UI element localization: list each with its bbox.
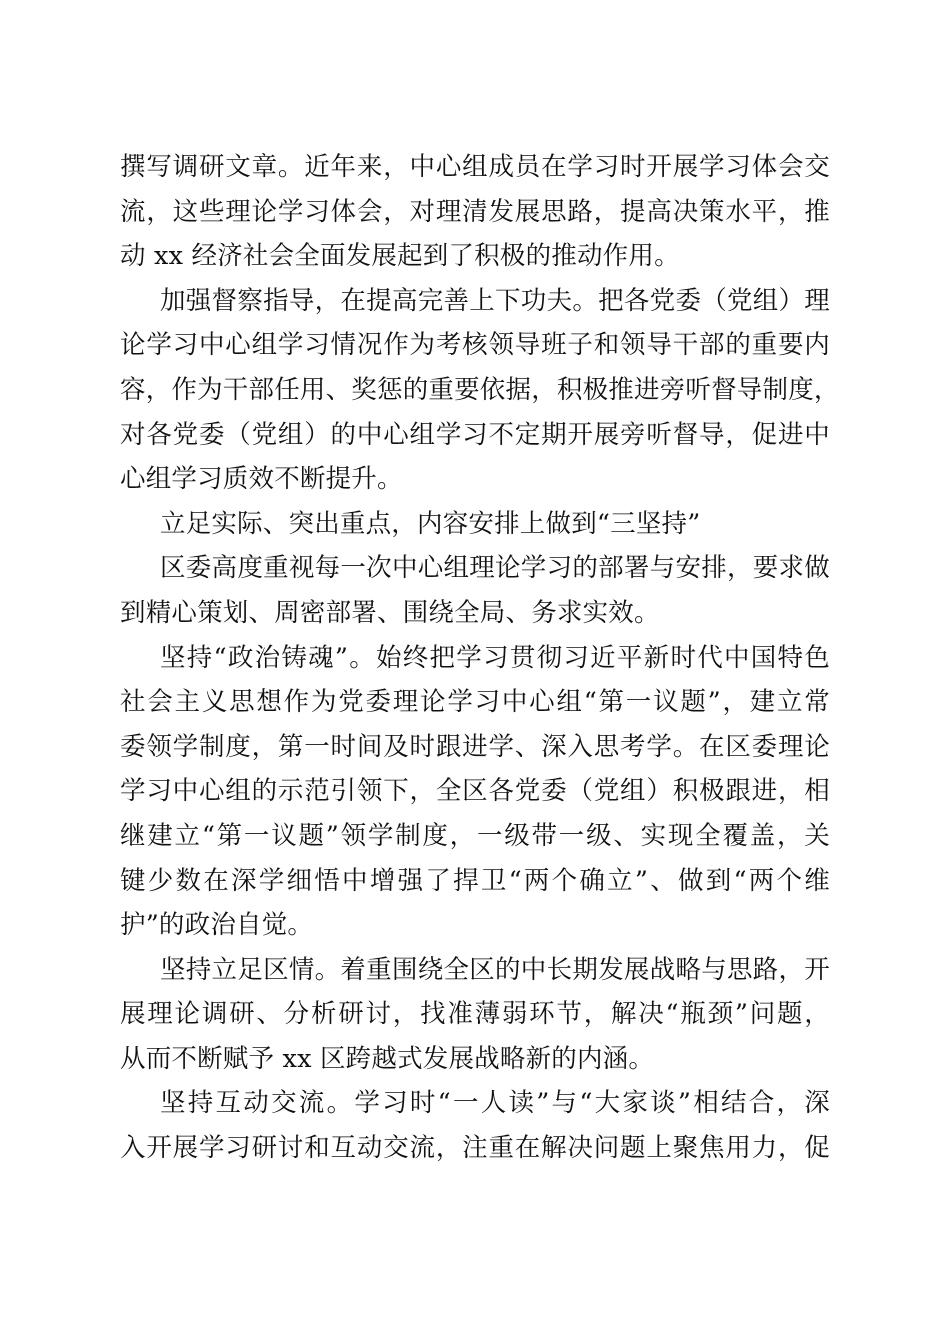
section-heading: 立足实际、突出重点，内容安排上做到“三坚持”	[160, 508, 701, 539]
text-line: 委领学制度，第一时间及时跟进学、深入思考学。在区委理论	[120, 731, 830, 762]
text-line: 坚持“政治铸魂”。始终把学习贯彻习近平新时代中国特色	[160, 642, 830, 673]
text-line: 展理论调研、分析研讨，找准薄弱环节，解决“瓶颈”问题，	[120, 999, 830, 1030]
text-line: 撰写调研文章。近年来，中心组成员在学习时开展学习体会交	[120, 152, 830, 182]
text-line: 到精心策划、周密部署、围绕全局、务求实效。	[120, 597, 660, 628]
text-line: 学习中心组的示范引领下，全区各党委（党组）积极跟进，相	[120, 776, 830, 807]
text-line: 对各党委（党组）的中心组学习不定期开展旁听督导，促进中	[120, 419, 830, 450]
text-line: 社会主义思想作为党委理论学习中心组“第一议题”，建立常	[120, 687, 830, 718]
text-line: 区委高度重视每一次中心组理论学习的部署与安排，要求做	[160, 553, 830, 584]
text-line: 加强督察指导，在提高完善上下功夫。把各党委（党组）理	[160, 285, 830, 316]
text-line: 入开展学习研讨和互动交流，注重在解决问题上聚焦用力，促	[120, 1133, 830, 1164]
body-text	[120, 145, 840, 1171]
text-line: 坚持立足区情。着重围绕全区的中长期发展战略与思路，开	[160, 954, 830, 985]
text-line: 坚持互动交流。学习时“一人读”与“大家谈”相结合，深	[160, 1088, 830, 1119]
text-line: 心组学习质效不断提升。	[120, 464, 403, 495]
text-line: 论学习中心组学习情况作为考核领导班子和领导干部的重要内	[120, 330, 830, 361]
text-line: 护”的政治自觉。	[120, 910, 314, 941]
text-line: 动 xx 经济社会全面发展起到了积极的推动作用。	[120, 241, 680, 272]
text-line: 从而不断赋予 xx 区跨越式发展战略新的内涵。	[120, 1043, 655, 1074]
text-line: 流，这些理论学习体会，对理清发展思路，提高决策水平，推	[120, 196, 830, 227]
text-line: 继建立“第一议题”领学制度，一级带一级、实现全覆盖，关	[120, 820, 830, 851]
text-line: 容，作为干部任用、奖惩的重要依据，积极推进旁听督导制度，	[120, 374, 840, 405]
text-line: 键少数在深学细悟中增强了捍卫“两个确立”、做到“两个维	[120, 865, 830, 896]
